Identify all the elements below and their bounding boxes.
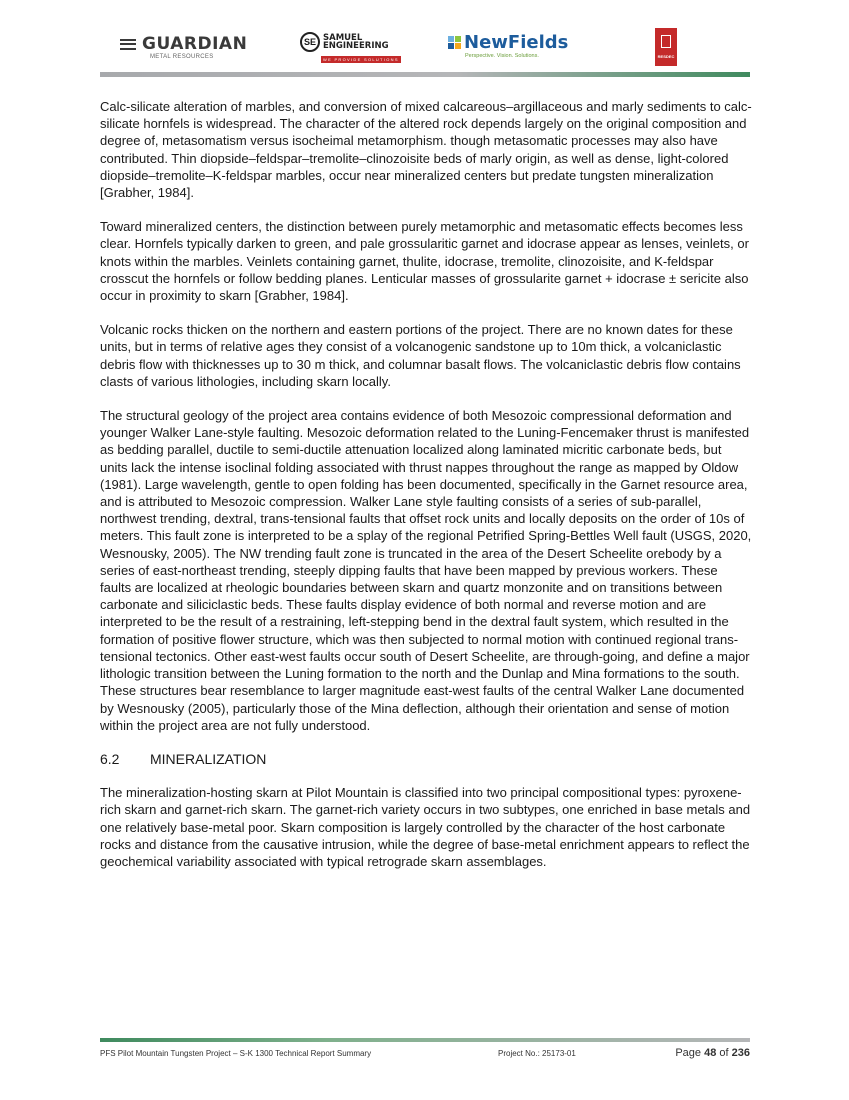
- paragraph: The structural geology of the project area contains evidence of both Mesozoic compressional deformation and younger Walker Lane-style faulting. Mesozoic deformation related to the Luning-Fencemaker thrust is manifested as bedding parallel, ductile to semi-ductile attenuation localized along laminated micritic carbonate beds, but units lack the intense isoclinal folding associated with thrust nappes throughout the range as mapped by Oldow (1981). Large wavelength, gentle to open folding has been documented, specifically in the Garnet resource area, and is attributed to Mesozoic compression. Walker Lane style faulting consists of a series of sub-parallel, northwest trending, dextral, trans-tensional faults that offset rock units and locally deposits on the order of 10s of meters. This fault zone is interpreted to be a splay of the regional Petrified Spring-Bettles Well fault (USGS, 2020, Wesnousky, 2005). The NW trending fault zone is truncated in the area of the Desert Scheelite orebody by a series of east-northeast trending, steeply dipping faults that have been mapped by previous workers. These faults are localized at rheologic boundaries between skarn and quartz monzonite and on transitions between carbonate and siliciclastic beds. These faults display evidence of both normal and reverse motion and are interpreted to be the result of a restraining, left-stepping bend in the dextral fault system, which resulted in the formation of positive flower structure, which was then subjected to normal motion with continued regional trans-tensional tectonics. Other east-west faults occur south of Desert Scheelite, are through-going, and define a major lithologic transition between the Luning formation to the north and the Dunlap and Mina formations to the south. These structures bear resemblance to larger magnitude east-west faults of the central Walker Lane documented by Wesnousky (2005), particularly those of the Mina deflection, although their orientation and sense of motion within the project area are not fully understood.: [100, 408, 752, 733]
- page-current: 48: [704, 1047, 717, 1059]
- footer-report-title: PFS Pilot Mountain Tungsten Project – S-K 1300 Technical Report Summary: [100, 1049, 372, 1058]
- body-text: [100, 98, 752, 887]
- newfields-tagline: Perspective. Vision. Solutions.: [465, 53, 539, 59]
- header-divider: [100, 72, 750, 77]
- footer-divider: [100, 1038, 750, 1042]
- footer-project-number: Project No.: 25173-01: [498, 1049, 576, 1058]
- resdec-logo: [655, 28, 677, 66]
- page-header: [100, 28, 750, 72]
- page-of: of: [719, 1047, 729, 1059]
- section-number: 6.2: [100, 750, 120, 767]
- section-heading: [100, 751, 752, 768]
- paragraph: Calc-silicate alteration of marbles, and conversion of mixed calcareous–argillaceous and marly sediments to calc-silicate hornfels is widespread. The character of the altered rock depends largely on the original composition and degree of, metasomatism versus isocheimal metamorphism. though metasomatic processes may also have contributed. Thin diopside–feldspar–tremolite–clinozoisite beds of marly origin, as well as dense, light-colored diopside–tremolite–K-feldspar marbles, occur near mineralized centers but predate tungsten mineralization [Grabher, 1984].: [100, 99, 752, 201]
- page-word: Page: [675, 1047, 702, 1059]
- newfields-logo: [448, 32, 568, 59]
- page-footer: [100, 1047, 750, 1063]
- page-total: 236: [731, 1047, 750, 1059]
- paragraph: The mineralization-hosting skarn at Pilot Mountain is classified into two principal compositional types: pyroxene-rich skarn and garnet-rich skarn. The garnet-rich variety occurs in two subtypes, one enriched in base metals and one relatively base-metal poor. Skarn composition is largely controlled by the character of the host carbonate rocks and distance from the causative intrusion, while the degree of base-metal enrichment appears to reflect the geochemical variability associated with typical retrograde skarn assemblages.: [100, 785, 751, 869]
- resdec-mark-icon: [661, 35, 671, 48]
- newfields-name: NewFields: [464, 32, 569, 53]
- paragraph: Toward mineralized centers, the distinction between purely metamorphic and metasomatic effects becomes less clear. Hornfels typically darken to green, and pale grossularitic garnet and idocrase appear as lenses, veinlets, or knots within the marbles. Veinlets containing garnet, thulite, idocrase, tremolite, clinozoisite, and K-feldspar crosscut the hornfels or follow bedding planes. Lenticular masses of grossularite garnet + idocrase ± sericite also occur in proximity to skarn [Grabher, 1984].: [100, 219, 749, 304]
- se-circle-icon: SE: [300, 32, 320, 52]
- samuel-tagline: WE PROVIDE SOLUTIONS: [323, 57, 399, 62]
- guardian-subtitle: METAL RESOURCES: [150, 54, 214, 60]
- guardian-bars-icon: [120, 39, 136, 50]
- page-number: [675, 1047, 750, 1059]
- guardian-name: GUARDIAN: [142, 34, 248, 54]
- newfields-squares-icon: [448, 36, 461, 49]
- paragraph: Volcanic rocks thicken on the northern and eastern portions of the project. There are no known dates for these units, but in terms of relative ages they consist of a volcanogenic sandstone up to 10m thick, a volcaniclastic debris flow with thicknesses up to 30 m thick, and columnar basalt flows. The volcaniclastic debris flow contains clasts of various lithologies, including skarn locally.: [100, 322, 741, 389]
- samuel-engineering-logo: [300, 32, 399, 62]
- guardian-logo: [120, 34, 247, 60]
- samuel-line1: SAMUEL: [323, 33, 363, 43]
- samuel-line2: ENGINEERING: [323, 41, 389, 51]
- resdec-label: RESDEC: [657, 54, 675, 59]
- section-title: MINERALIZATION: [150, 750, 267, 767]
